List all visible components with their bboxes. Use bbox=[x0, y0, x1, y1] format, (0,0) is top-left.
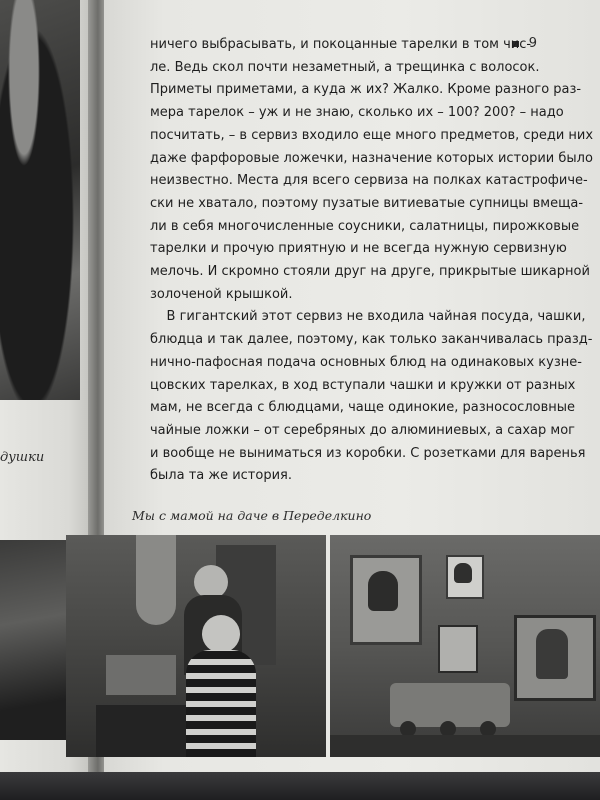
shadow-furniture bbox=[96, 705, 186, 757]
right-page bbox=[104, 0, 600, 780]
portrait-figure-small bbox=[454, 563, 472, 583]
photo-frame-shelf bbox=[438, 625, 478, 673]
text-line: и вообще не выниматься из коробки. С розетками для варенья bbox=[150, 445, 586, 461]
text-line: цовских тарелках, в ход вступали чашки и кружки от разных bbox=[150, 377, 576, 393]
text-line: В гигантский этот сервиз не входила чайная посуда, чашки, bbox=[150, 309, 586, 325]
shelf-base bbox=[330, 735, 600, 757]
text-line: ле. Ведь скол почти незаметный, а трещинка с волосок. bbox=[150, 59, 540, 75]
text-line: ли в себя многочисленные соусники, салатницы, пирожковые bbox=[150, 218, 580, 234]
text-line: была та же история. bbox=[150, 468, 292, 484]
photo-caption: Мы с мамой на даче в Переделкино bbox=[132, 508, 372, 523]
text-line: золоченой крышкой. bbox=[150, 286, 293, 302]
text-line: чайные ложки – от серебряных до алюминиевых, а сахар мог bbox=[150, 422, 575, 438]
text-line: нично-пафосная подача основных блюд на одинаковых кузне- bbox=[150, 354, 582, 370]
person-head bbox=[194, 565, 228, 599]
person-head-seated bbox=[202, 615, 240, 653]
text-line: Приметы приметами, а куда ж их? Жалко. Кроме разного раз- bbox=[150, 82, 582, 98]
left-page-caption: душки bbox=[0, 450, 45, 465]
text-line: ски не хватало, поэтому пузатые витиеватые супницы вмеща- bbox=[150, 195, 584, 211]
text-line: мера тарелок – уж и не знаю, сколько их – 100? 200? – надо bbox=[150, 105, 564, 121]
text-line: тарелки и прочую приятную и не всегда нужную сервизную bbox=[150, 241, 567, 257]
body-text bbox=[150, 34, 594, 488]
portrait-figure bbox=[368, 571, 398, 611]
photo-interior-with-women bbox=[66, 535, 328, 757]
text-line: неизвестно. Места для всего сервиза на полках катастрофиче- bbox=[150, 173, 588, 189]
page-number-value: 9 bbox=[528, 36, 537, 51]
text-line: ничего выбрасывать, и покоцанные тарелки в том чис- bbox=[150, 37, 532, 52]
photo-room-with-portraits bbox=[330, 535, 600, 757]
table bbox=[106, 655, 176, 695]
text-line: блюдца и так далее, поэтому, как только заканчивалась празд- bbox=[150, 332, 593, 348]
text-line: мам, не всегда с блюдцами, чаще одинокие, разносословные bbox=[150, 400, 576, 416]
desk-surface bbox=[0, 772, 600, 800]
left-page-photo-top bbox=[0, 0, 80, 400]
portrait-figure-right bbox=[536, 629, 568, 679]
person-striped-dress bbox=[186, 650, 256, 757]
text-line: посчитать, – в сервиз входило еще много предметов, среди них bbox=[150, 127, 594, 143]
text-line: мелочь. И скромно стояли друг на друге, прикрытые шикарной bbox=[150, 264, 590, 280]
lamp-shade bbox=[136, 535, 176, 625]
text-line: даже фарфоровые ложечки, назначение которых истории было bbox=[150, 150, 593, 166]
